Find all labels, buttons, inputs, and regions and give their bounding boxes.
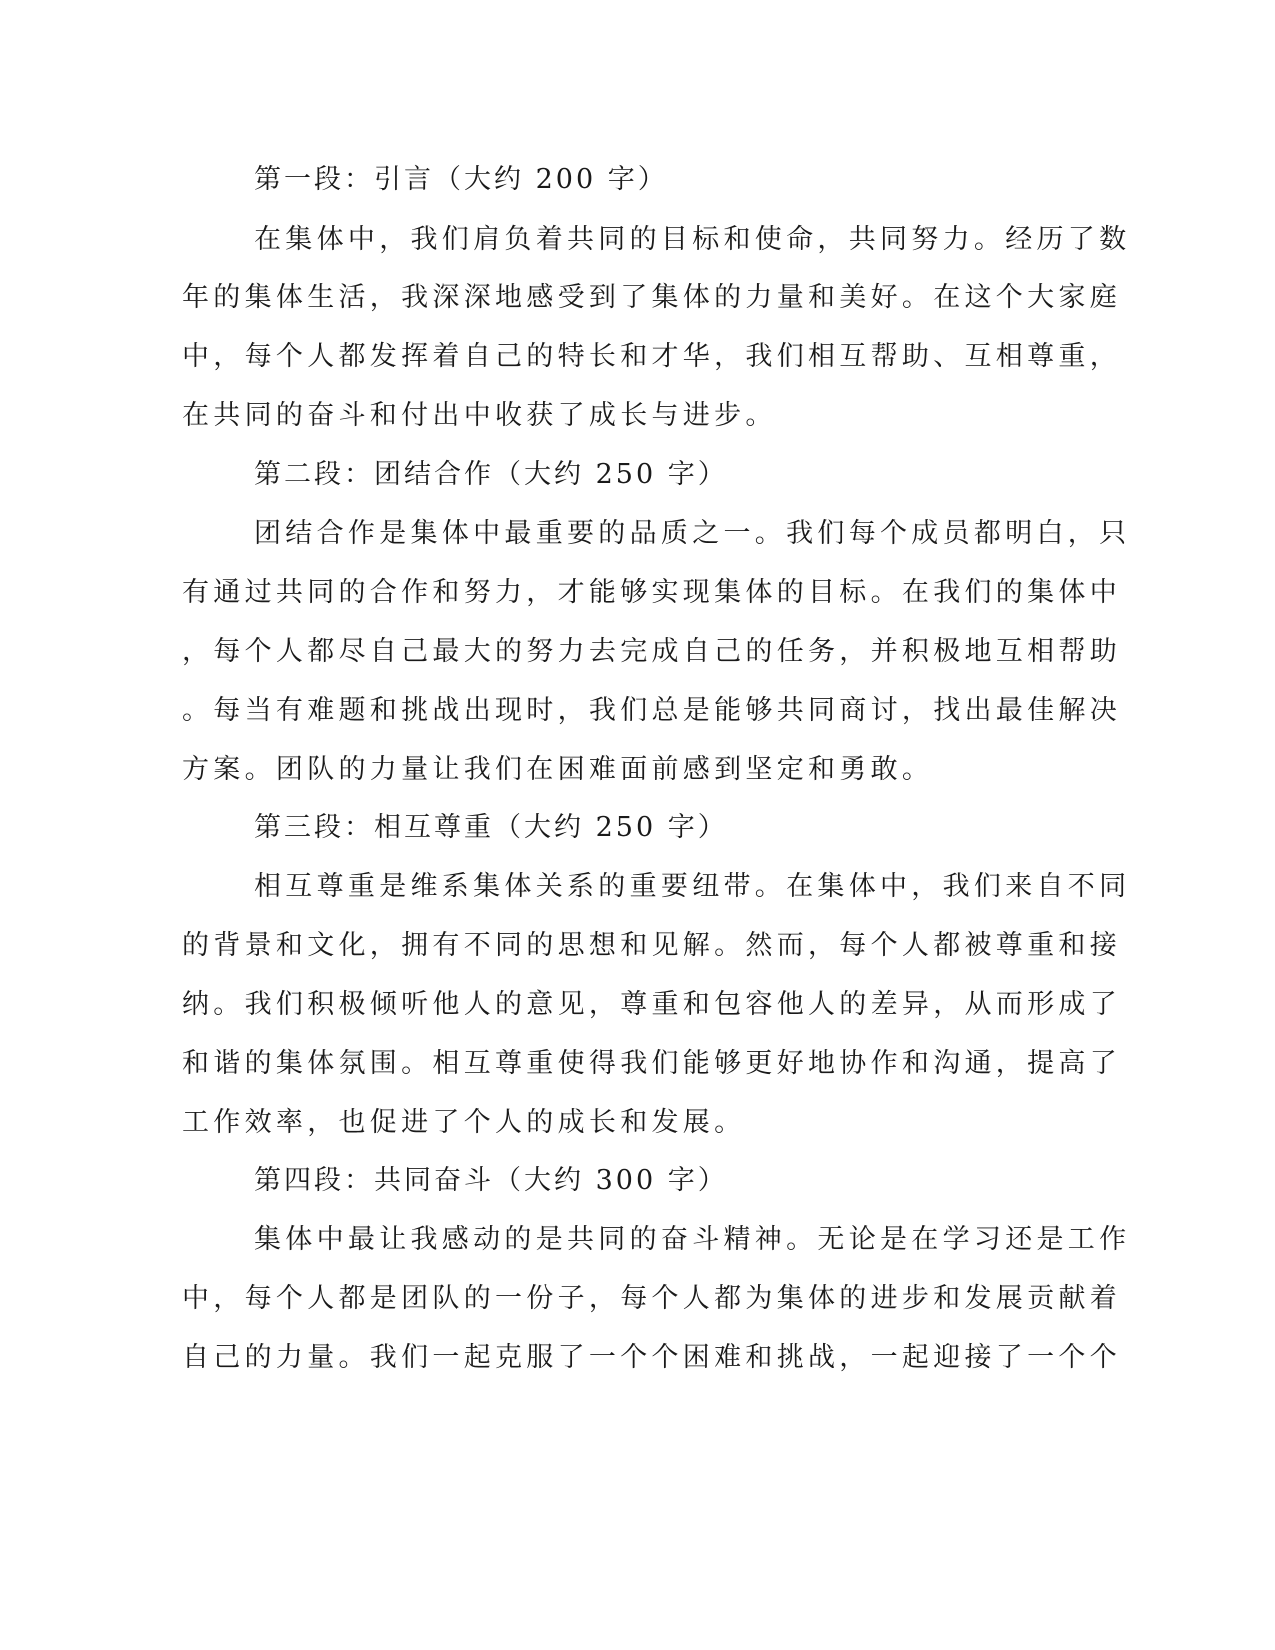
paragraph-line: 年的集体生活，我深深地感受到了集体的力量和美好。在这个大家庭 xyxy=(182,282,1121,313)
paragraph-line: 工作效率，也促进了个人的成长和发展。 xyxy=(182,1107,746,1138)
paragraph-line: 中，每个人都发挥着自己的特长和才华，我们相互帮助、互相尊重， xyxy=(182,341,1121,372)
paragraph-line: 在共同的奋斗和付出中收获了成长与进步。 xyxy=(182,400,777,431)
paragraph-line: 集体中最让我感动的是共同的奋斗精神。无论是在学习还是工作 xyxy=(254,1224,1131,1255)
paragraph-line: 团结合作是集体中最重要的品质之一。我们每个成员都明白，只 xyxy=(254,518,1131,549)
paragraph-line: 在集体中，我们肩负着共同的目标和使命，共同努力。经历了数 xyxy=(254,224,1131,255)
section-2-heading: 第二段：团结合作（大约 250 字） xyxy=(254,459,728,490)
paragraph-line: 有通过共同的合作和努力，才能够实现集体的目标。在我们的集体中 xyxy=(182,577,1121,608)
paragraph-line: 和谐的集体氛围。相互尊重使得我们能够更好地协作和沟通，提高了 xyxy=(182,1048,1121,1079)
paragraph-line: 自己的力量。我们一起克服了一个个困难和挑战，一起迎接了一个个 xyxy=(182,1342,1121,1373)
section-1-heading: 第一段：引言（大约 200 字） xyxy=(254,164,668,195)
paragraph-line: 中，每个人都是团队的一份子，每个人都为集体的进步和发展贡献着 xyxy=(182,1283,1121,1314)
paragraph-line: ，每个人都尽自己最大的努力去完成自己的任务，并积极地互相帮助 xyxy=(182,636,1121,667)
paragraph-line: 的背景和文化，拥有不同的思想和见解。然而，每个人都被尊重和接 xyxy=(182,930,1121,961)
section-4-heading: 第四段：共同奋斗（大约 300 字） xyxy=(254,1165,728,1196)
paragraph-line: 纳。我们积极倾听他人的意见，尊重和包容他人的差异，从而形成了 xyxy=(182,989,1121,1020)
paragraph-line: 相互尊重是维系集体关系的重要纽带。在集体中，我们来自不同 xyxy=(254,871,1131,902)
section-3-heading: 第三段：相互尊重（大约 250 字） xyxy=(254,812,728,843)
paragraph-line: 。每当有难题和挑战出现时，我们总是能够共同商讨，找出最佳解决 xyxy=(182,695,1121,726)
paragraph-line: 方案。团队的力量让我们在困难面前感到坚定和勇敢。 xyxy=(182,754,934,785)
